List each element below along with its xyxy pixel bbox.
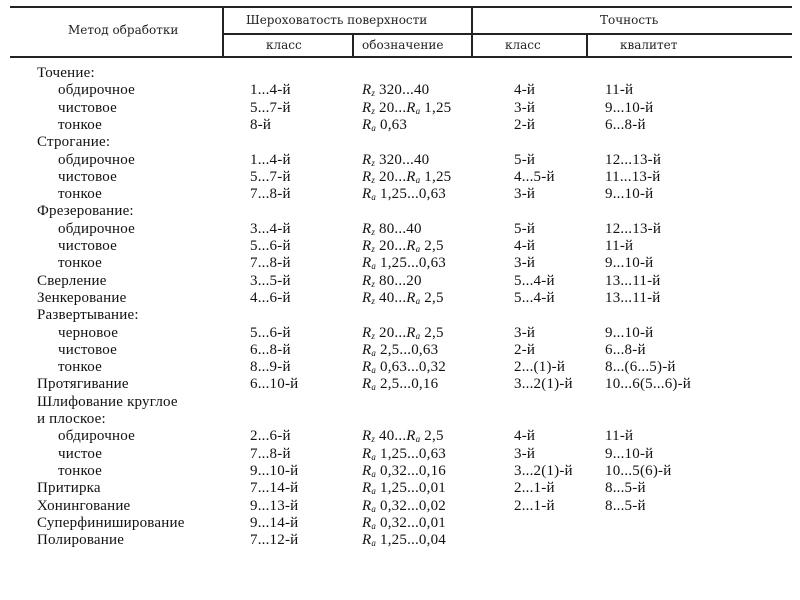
table-row xyxy=(0,515,800,532)
roughness-subscript: a xyxy=(415,295,421,306)
cell-method: обдирочное xyxy=(58,82,135,99)
roughness-value: 1,25...0,04 xyxy=(376,532,446,549)
table-row xyxy=(0,203,800,220)
header-divider-1 xyxy=(222,6,224,57)
cell-accuracy-class: 5-й xyxy=(514,151,536,168)
header-top-rule xyxy=(10,6,792,8)
cell-accuracy-class: 5...4-й xyxy=(514,272,555,289)
roughness-symbol: R xyxy=(406,289,416,306)
roughness-symbol: R xyxy=(362,255,372,272)
cell-accuracy-grade: 11-й xyxy=(605,82,634,99)
roughness-value: 1,25...0,63 xyxy=(376,445,446,462)
table-row xyxy=(0,532,800,549)
roughness-subscript: a xyxy=(371,538,377,549)
cell-method: обдирочное xyxy=(58,428,135,445)
cell-accuracy-class: 2...1-й xyxy=(514,480,555,497)
roughness-subscript: a xyxy=(371,347,377,358)
header-divider-4 xyxy=(586,33,588,57)
table-row xyxy=(0,65,800,82)
roughness-symbol: R xyxy=(362,220,372,237)
roughness-subscript: z xyxy=(371,295,376,306)
table-row xyxy=(0,221,800,238)
cell-method: тонкое xyxy=(58,359,102,376)
cell-roughness-class: 5...7-й xyxy=(250,168,291,185)
table-row xyxy=(0,100,800,117)
roughness-subscript: a xyxy=(371,451,377,462)
cell-method: тонкое xyxy=(58,255,102,272)
roughness-symbol: R xyxy=(362,359,372,376)
cell-method: и плоское: xyxy=(37,411,106,427)
cell-method: чистое xyxy=(58,445,103,462)
cell-accuracy-class: 3-й xyxy=(514,255,536,272)
roughness-subscript: a xyxy=(415,434,421,445)
table-row xyxy=(0,446,800,463)
table-row xyxy=(0,290,800,307)
cell-accuracy-class: 2-й xyxy=(514,116,536,133)
roughness-value: 2,5...0,63 xyxy=(376,341,439,358)
cell-roughness-class: 9...13-й xyxy=(250,497,299,514)
roughness-symbol: R xyxy=(406,99,416,116)
roughness-value: 1,25 xyxy=(420,168,452,185)
table-row xyxy=(0,342,800,359)
cell-method: тонкое xyxy=(58,186,102,203)
cell-accuracy-class: 2-й xyxy=(514,341,536,358)
roughness-symbol: R xyxy=(362,341,372,358)
table-row xyxy=(0,134,800,151)
table-row xyxy=(0,255,800,272)
cell-roughness-class: 9...14-й xyxy=(250,514,299,531)
roughness-symbol: R xyxy=(406,168,416,185)
roughness-symbol: R xyxy=(362,480,372,497)
cell-roughness-class: 7...14-й xyxy=(250,480,299,497)
roughness-symbol: R xyxy=(362,82,372,99)
cell-accuracy-grade: 9...10-й xyxy=(605,99,654,116)
cell-accuracy-grade: 10...6(5...6)-й xyxy=(605,376,692,393)
cell-accuracy-class: 3...2(1)-й xyxy=(514,376,573,393)
roughness-symbol: R xyxy=(362,376,372,393)
cell-accuracy-grade: 9...10-й xyxy=(605,445,654,462)
cell-method: Хонингование xyxy=(37,497,131,514)
table-row xyxy=(0,152,800,169)
roughness-subscript: z xyxy=(371,244,376,254)
header-roughness-designation: обозначение xyxy=(362,38,444,52)
roughness-subscript: z xyxy=(371,88,376,99)
cell-method: обдирочное xyxy=(58,151,135,168)
cell-accuracy-class: 4-й xyxy=(514,238,536,254)
cell-accuracy-class: 2...1-й xyxy=(514,497,555,514)
cell-accuracy-class: 3...2(1)-й xyxy=(514,462,573,479)
roughness-symbol: R xyxy=(362,462,372,479)
roughness-value: 2,5 xyxy=(420,238,444,254)
roughness-symbol: R xyxy=(362,238,372,254)
cell-roughness-class: 3...4-й xyxy=(250,220,291,237)
cell-method: Шлифование круглое xyxy=(37,393,178,410)
roughness-symbol: R xyxy=(362,532,372,549)
roughness-symbol: R xyxy=(362,168,372,185)
roughness-symbol: R xyxy=(362,186,372,203)
roughness-value: 0,32...0,01 xyxy=(376,514,446,531)
cell-accuracy-class: 3-й xyxy=(514,99,536,116)
cell-roughness-class: 8-й xyxy=(250,116,272,133)
cell-accuracy-class: 3-й xyxy=(514,445,536,462)
cell-accuracy-grade: 11...13-й xyxy=(605,168,661,185)
table-row xyxy=(0,273,800,290)
roughness-subscript: a xyxy=(415,105,421,116)
cell-roughness-class: 6...8-й xyxy=(250,341,291,358)
cell-accuracy-class: 4-й xyxy=(514,82,536,99)
roughness-value: 0,63 xyxy=(376,116,408,133)
roughness-subscript: z xyxy=(371,157,376,168)
cell-method: чистовое xyxy=(58,238,118,254)
header-accuracy: Точность xyxy=(600,13,659,27)
roughness-subscript: z xyxy=(371,434,376,445)
cell-roughness-class: 4...6-й xyxy=(250,289,291,306)
roughness-subscript: z xyxy=(371,226,376,237)
roughness-symbol: R xyxy=(406,324,416,341)
cell-method: обдирочное xyxy=(58,220,135,237)
roughness-symbol: R xyxy=(362,514,372,531)
table-row xyxy=(0,359,800,376)
roughness-subscript: a xyxy=(371,382,377,393)
cell-method: тонкое xyxy=(58,116,102,133)
cell-accuracy-grade: 12...13-й xyxy=(605,151,662,168)
cell-method: чистовое xyxy=(58,99,118,116)
cell-method: тонкое xyxy=(58,462,102,479)
cell-roughness-class: 5...6-й xyxy=(250,324,291,341)
cell-method: Строгание: xyxy=(37,134,111,151)
cell-roughness-class: 5...7-й xyxy=(250,99,291,116)
roughness-subscript: a xyxy=(415,174,421,185)
roughness-subscript: a xyxy=(371,365,377,376)
cell-accuracy-grade: 11-й xyxy=(605,238,634,254)
roughness-value: 20... xyxy=(375,238,407,254)
cell-accuracy-class: 4...5-й xyxy=(514,168,555,185)
roughness-subscript: z xyxy=(371,330,376,341)
roughness-value: 1,25...0,63 xyxy=(376,186,446,203)
table-row xyxy=(0,394,800,411)
cell-method: Развертывание: xyxy=(37,307,139,324)
cell-roughness-class: 2...6-й xyxy=(250,428,291,445)
roughness-value: 0,32...0,16 xyxy=(376,462,446,479)
roughness-subscript: a xyxy=(415,244,421,254)
cell-roughness-class: 1...4-й xyxy=(250,151,291,168)
roughness-value: 1,25 xyxy=(420,99,452,116)
cell-accuracy-grade: 11-й xyxy=(605,428,634,445)
cell-roughness-class: 3...5-й xyxy=(250,272,291,289)
cell-accuracy-class: 5-й xyxy=(514,220,536,237)
table-row xyxy=(0,117,800,134)
cell-accuracy-grade: 8...5-й xyxy=(605,480,646,497)
cell-accuracy-class: 3-й xyxy=(514,324,536,341)
header-method: Метод обработки xyxy=(68,23,179,37)
cell-accuracy-grade: 13...11-й xyxy=(605,289,661,306)
cell-roughness-class: 7...8-й xyxy=(250,186,291,203)
roughness-value: 1,25...0,63 xyxy=(376,255,446,272)
header-accuracy-grade: квалитет xyxy=(620,38,678,52)
roughness-subscript: z xyxy=(371,278,376,289)
roughness-subscript: z xyxy=(371,105,376,116)
cell-roughness-class: 7...8-й xyxy=(250,255,291,272)
cell-roughness-class: 1...4-й xyxy=(250,82,291,99)
cell-accuracy-grade: 13...11-й xyxy=(605,272,661,289)
table-row xyxy=(0,463,800,480)
cell-method: Зенкерование xyxy=(37,289,127,306)
roughness-value: 320...40 xyxy=(375,151,430,168)
cell-method: Точение: xyxy=(37,65,95,81)
cell-method: Притирка xyxy=(37,480,101,497)
table-row xyxy=(0,307,800,324)
table-row xyxy=(0,376,800,393)
cell-accuracy-grade: 9...10-й xyxy=(605,324,654,341)
cell-accuracy-grade: 9...10-й xyxy=(605,255,654,272)
cell-roughness-class: 5...6-й xyxy=(250,238,291,254)
roughness-value: 20... xyxy=(375,99,407,116)
roughness-value: 2,5 xyxy=(420,428,444,445)
cell-method: Протягивание xyxy=(37,376,129,393)
roughness-subscript: a xyxy=(371,261,377,272)
cell-roughness-class: 9...10-й xyxy=(250,462,299,479)
table-row xyxy=(0,169,800,186)
roughness-subscript: a xyxy=(415,330,421,341)
roughness-subscript: a xyxy=(371,486,377,497)
roughness-symbol: R xyxy=(406,238,416,254)
cell-accuracy-grade: 6...8-й xyxy=(605,341,646,358)
roughness-subscript: z xyxy=(371,174,376,185)
roughness-value: 320...40 xyxy=(375,82,430,99)
cell-method: Фрезерование: xyxy=(37,203,134,220)
header-roughness: Шероховатость поверхности xyxy=(246,13,428,27)
roughness-symbol: R xyxy=(362,445,372,462)
cell-method: чистовое xyxy=(58,168,118,185)
roughness-value: 80...20 xyxy=(375,272,422,289)
header-divider-2 xyxy=(352,33,354,57)
roughness-value: 2,5 xyxy=(420,289,444,306)
header-roughness-class: класс xyxy=(266,38,302,52)
cell-accuracy-grade: 10...5(6)-й xyxy=(605,462,672,479)
table-row xyxy=(0,325,800,342)
roughness-subscript: a xyxy=(371,520,377,531)
roughness-subscript: a xyxy=(371,122,377,133)
roughness-symbol: R xyxy=(406,428,416,445)
table-row xyxy=(0,82,800,99)
cell-accuracy-grade: 9...10-й xyxy=(605,186,654,203)
roughness-value: 0,63...0,32 xyxy=(376,359,446,376)
cell-accuracy-grade: 12...13-й xyxy=(605,220,662,237)
cell-method: черновое xyxy=(58,324,119,341)
roughness-symbol: R xyxy=(362,428,372,445)
cell-accuracy-class: 5...4-й xyxy=(514,289,555,306)
roughness-symbol: R xyxy=(362,99,372,116)
cell-accuracy-class: 3-й xyxy=(514,186,536,203)
cell-accuracy-grade: 8...(6...5)-й xyxy=(605,359,676,376)
roughness-value: 80...40 xyxy=(375,220,422,237)
roughness-subscript: a xyxy=(371,468,377,479)
cell-accuracy-grade: 6...8-й xyxy=(605,116,646,133)
table-row xyxy=(0,480,800,497)
cell-designation xyxy=(362,532,446,552)
roughness-value: 0,32...0,02 xyxy=(376,497,446,514)
table-row xyxy=(0,498,800,515)
roughness-symbol: R xyxy=(362,497,372,514)
roughness-symbol: R xyxy=(362,324,372,341)
roughness-value: 20... xyxy=(375,324,407,341)
roughness-symbol: R xyxy=(362,289,372,306)
cell-method: Сверление xyxy=(37,272,107,289)
roughness-value: 40... xyxy=(375,428,407,445)
roughness-subscript: a xyxy=(371,192,377,203)
roughness-value: 2,5...0,16 xyxy=(376,376,439,393)
table-row xyxy=(0,238,800,255)
roughness-value: 1,25...0,01 xyxy=(376,480,446,497)
header-accuracy-class: класс xyxy=(505,38,541,52)
table-row xyxy=(0,428,800,445)
cell-method: чистовое xyxy=(58,341,118,358)
table-row xyxy=(0,411,800,428)
roughness-symbol: R xyxy=(362,272,372,289)
cell-accuracy-grade: 8...5-й xyxy=(605,497,646,514)
roughness-symbol: R xyxy=(362,116,372,133)
cell-accuracy-class: 4-й xyxy=(514,428,536,445)
header-divider-3 xyxy=(471,6,473,57)
roughness-symbol: R xyxy=(362,151,372,168)
header-bottom-rule xyxy=(10,56,792,58)
cell-method: Суперфиниширование xyxy=(37,514,185,531)
table-row xyxy=(0,186,800,203)
roughness-value: 2,5 xyxy=(420,324,444,341)
roughness-subscript: a xyxy=(371,503,377,514)
cell-roughness-class: 6...10-й xyxy=(250,376,299,393)
cell-accuracy-class: 2...(1)-й xyxy=(514,359,566,376)
cell-roughness-class: 7...12-й xyxy=(250,532,299,549)
cell-roughness-class: 7...8-й xyxy=(250,445,291,462)
roughness-value: 40... xyxy=(375,289,407,306)
cell-method: Полирование xyxy=(37,532,125,549)
header-mid-rule xyxy=(222,33,792,35)
cell-roughness-class: 8...9-й xyxy=(250,359,291,376)
roughness-value: 20... xyxy=(375,168,407,185)
